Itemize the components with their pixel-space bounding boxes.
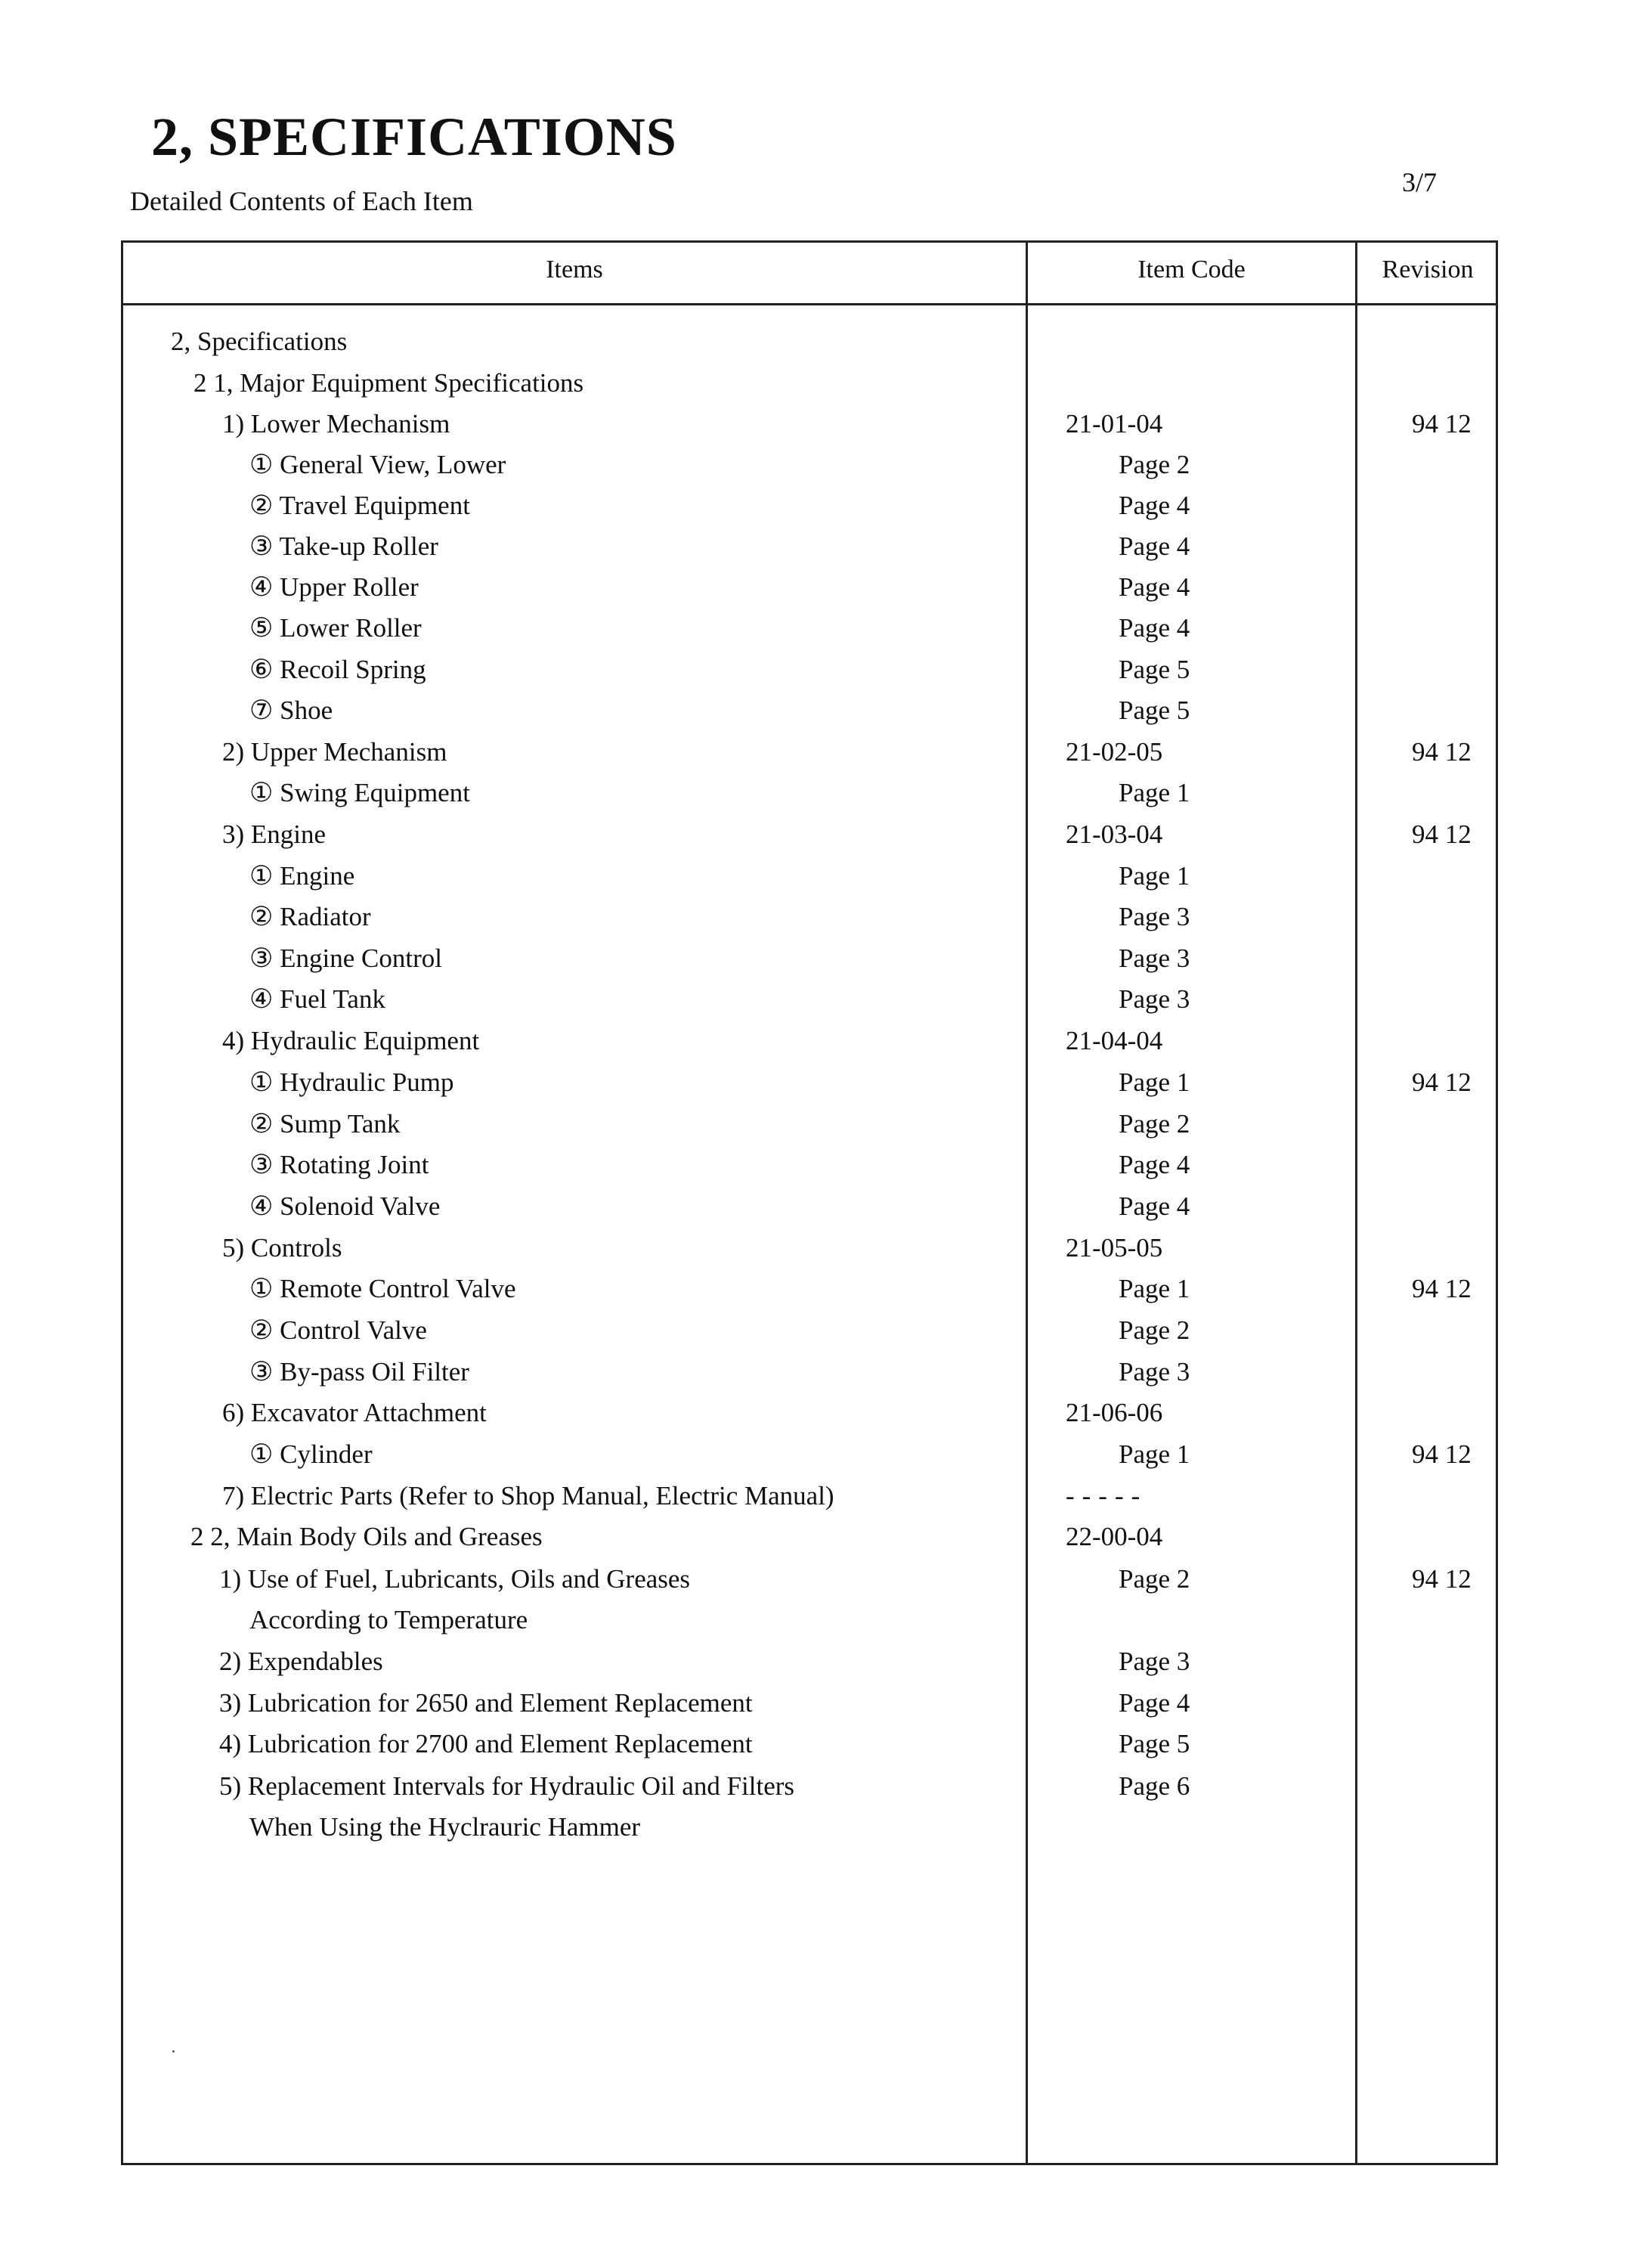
item-code: 21-02-05 (1066, 737, 1163, 767)
page-subtitle: Detailed Contents of Each Item (130, 186, 473, 216)
item-page: Page 4 (1119, 1688, 1190, 1718)
item-page: Page 3 (1119, 943, 1190, 973)
table-row (0, 1683, 1628, 1724)
column-header-revision: Revision (1382, 256, 1474, 284)
item-page: Page 4 (1119, 491, 1190, 520)
table-row (0, 690, 1628, 731)
item-page: Page 1 (1119, 1274, 1190, 1303)
table-row (0, 404, 1628, 445)
item-page: Page 2 (1119, 1109, 1190, 1139)
item-page: Page 1 (1119, 861, 1190, 891)
table-row (0, 979, 1628, 1020)
item-label: ③ By-pass Oil Filter (249, 1357, 469, 1387)
item-label: 1) Lower Mechanism (222, 409, 450, 438)
item-label: ③ Take-up Roller (249, 531, 438, 561)
table-row (0, 1434, 1628, 1475)
table-row (0, 485, 1628, 526)
table-row (0, 814, 1628, 855)
item-page: Page 2 (1119, 1315, 1190, 1345)
item-page: Page 2 (1119, 1564, 1190, 1594)
table-row (0, 938, 1628, 979)
item-revision: 94 12 (1412, 737, 1472, 767)
table-row (0, 1641, 1628, 1682)
item-code: 22-00-04 (1066, 1522, 1163, 1551)
item-label: ② Travel Equipment (249, 491, 470, 520)
item-label: ④ Fuel Tank (249, 984, 385, 1014)
item-code-placeholder: ----- (1066, 1481, 1148, 1510)
table-row (0, 1559, 1628, 1600)
column-header-items: Items (546, 256, 603, 284)
item-label: ③ Rotating Joint (249, 1150, 429, 1179)
item-code: 21-01-04 (1066, 409, 1163, 438)
item-label: ④ Solenoid Valve (249, 1191, 441, 1221)
table-row (0, 856, 1628, 897)
item-label: ⑤ Lower Roller (249, 613, 422, 643)
table-row (0, 773, 1628, 813)
item-label: ⑥ Recoil Spring (249, 655, 426, 684)
page-title: 2, SPECIFICATIONS (151, 107, 677, 167)
table-row (0, 608, 1628, 649)
table-row (0, 526, 1628, 567)
item-label: ④ Upper Roller (249, 572, 419, 602)
item-label: ① Hydraulic Pump (249, 1067, 454, 1097)
item-page: Page 4 (1119, 572, 1190, 602)
item-page: Page 4 (1119, 1191, 1190, 1221)
table-row (0, 1476, 1628, 1517)
item-label: 7) Electric Parts (Refer to Shop Manual, Electric Manual) (222, 1481, 834, 1510)
item-label: 2 1, Major Equipment Specifications (193, 368, 584, 398)
table-row (0, 1352, 1628, 1393)
item-label: 2) Expendables (219, 1647, 383, 1676)
item-label: 2, Specifications (171, 327, 348, 356)
table-row (0, 1310, 1628, 1351)
item-page: Page 4 (1119, 531, 1190, 561)
table-row (0, 897, 1628, 937)
item-page: Page 5 (1119, 696, 1190, 725)
table-row (0, 321, 1628, 362)
item-page: Page 1 (1119, 1067, 1190, 1097)
item-revision: 94 12 (1412, 1439, 1472, 1469)
item-label: According to Temperature (249, 1605, 528, 1634)
item-revision: 94 12 (1412, 409, 1472, 438)
item-page: Page 3 (1119, 984, 1190, 1014)
item-label: 1) Use of Fuel, Lubricants, Oils and Greases (219, 1564, 691, 1594)
item-label: ② Sump Tank (249, 1109, 401, 1139)
item-label: ① Swing Equipment (249, 778, 470, 807)
table-row (0, 1393, 1628, 1433)
item-label: ③ Engine Control (249, 943, 442, 973)
item-code: 21-03-04 (1066, 820, 1163, 849)
table-row (0, 1269, 1628, 1309)
item-page: Page 4 (1119, 1150, 1190, 1179)
item-revision: 94 12 (1412, 1067, 1472, 1097)
item-label: 3) Engine (222, 820, 327, 849)
item-label: ② Radiator (249, 902, 371, 931)
item-label: 5) Replacement Intervals for Hydraulic Oil and Filters (219, 1771, 795, 1801)
item-label: ① General View, Lower (249, 450, 506, 479)
item-page: Page 3 (1119, 1357, 1190, 1387)
item-code: 21-06-06 (1066, 1398, 1163, 1427)
item-page: Page 6 (1119, 1771, 1190, 1801)
table-row (0, 363, 1628, 404)
item-page: Page 3 (1119, 902, 1190, 931)
table-row (0, 445, 1628, 485)
item-page: Page 1 (1119, 778, 1190, 807)
item-label: 4) Lubrication for 2700 and Element Replacement (219, 1729, 753, 1758)
item-code: 21-05-05 (1066, 1233, 1163, 1263)
item-label: 4) Hydraulic Equipment (222, 1026, 480, 1055)
item-label: 6) Excavator Attachment (222, 1398, 487, 1427)
table-row (0, 649, 1628, 690)
item-label: ② Control Valve (249, 1315, 427, 1345)
item-page: Page 4 (1119, 613, 1190, 643)
item-page: Page 5 (1119, 655, 1190, 684)
page-number: 3/7 (1402, 167, 1438, 197)
item-label: 3) Lubrication for 2650 and Element Replacement (219, 1688, 753, 1718)
item-revision: 94 12 (1412, 1564, 1472, 1594)
item-label: ⑦ Shoe (249, 696, 333, 725)
column-header-item-code: Item Code (1137, 256, 1246, 284)
table-row (0, 1724, 1628, 1765)
table-row (0, 1062, 1628, 1103)
item-page: Page 1 (1119, 1439, 1190, 1469)
table-row (0, 567, 1628, 608)
table-row (0, 1186, 1628, 1227)
item-label: 2) Upper Mechanism (222, 737, 447, 767)
item-label: 5) Controls (222, 1233, 342, 1263)
item-code: 21-04-04 (1066, 1026, 1163, 1055)
item-revision: 94 12 (1412, 820, 1472, 849)
item-label: ① Engine (249, 861, 355, 891)
item-revision: 94 12 (1412, 1274, 1472, 1303)
item-label: 2 2, Main Body Oils and Greases (190, 1522, 543, 1551)
item-label: ① Cylinder (249, 1439, 373, 1469)
table-row (0, 1766, 1628, 1807)
item-page: Page 3 (1119, 1647, 1190, 1676)
item-page: Page 2 (1119, 450, 1190, 479)
table-row (0, 732, 1628, 773)
table-row (0, 1600, 1628, 1641)
table-row (0, 1145, 1628, 1185)
scan-speck (172, 2050, 175, 2053)
table-row (0, 1517, 1628, 1557)
item-label: When Using the Hyclrauric Hammer (249, 1812, 641, 1842)
item-page: Page 5 (1119, 1729, 1190, 1758)
item-label: ① Remote Control Valve (249, 1274, 516, 1303)
table-row (0, 1807, 1628, 1848)
table-row (0, 1021, 1628, 1061)
table-row (0, 1104, 1628, 1145)
table-row (0, 1228, 1628, 1269)
